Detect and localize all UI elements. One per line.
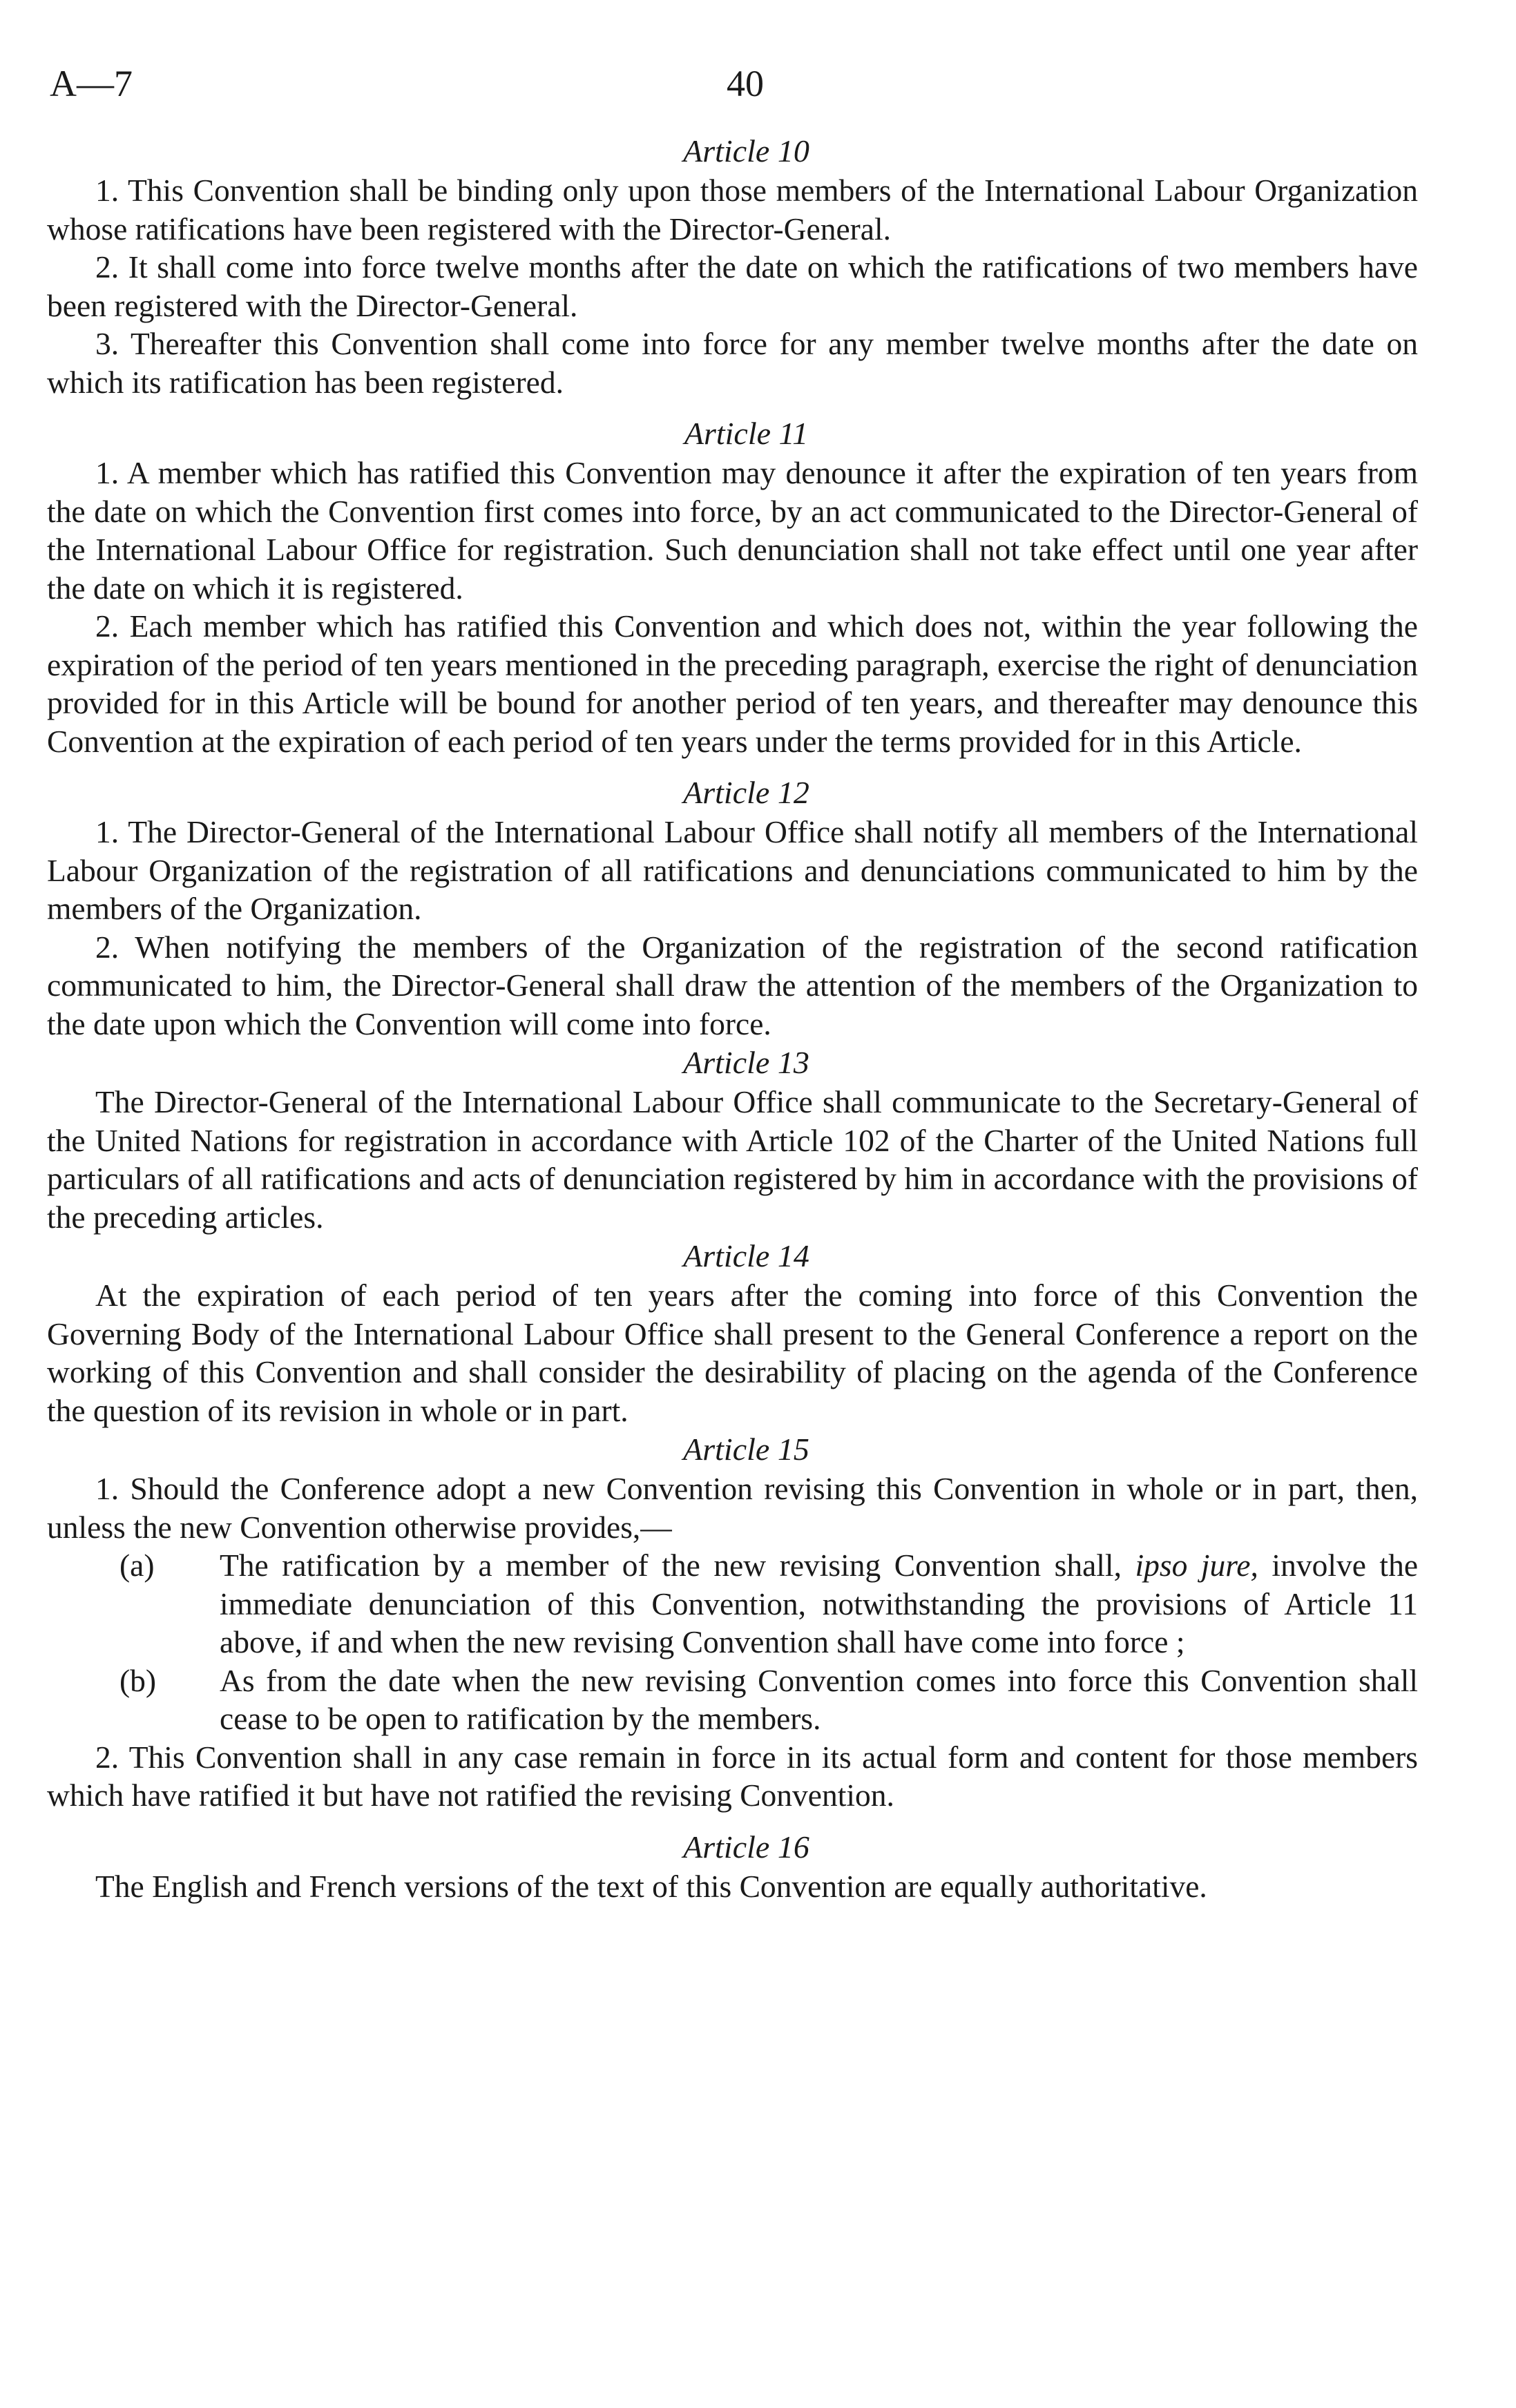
article-13 xyxy=(47,1043,1418,1236)
article-14 xyxy=(47,1236,1418,1429)
paragraph: The English and French versions of the text of this Convention are equally authoritative. xyxy=(95,1868,1207,1904)
sub-item-text: As from the date when the new revising Convention comes into force this Convention shall cease to be open to ratification by the members. xyxy=(220,1662,1418,1736)
article-heading: Article 12 xyxy=(683,775,809,810)
sub-item-a xyxy=(47,1546,1418,1661)
article-10 xyxy=(47,131,1418,401)
paragraph: 2. Each member which has ratified this Convention and which does not, within the year following the expiration of the period of ten years mentioned in the preceding paragraph, exercise the right of denunciation provided for in this Article will be bound for another period of ten years, and thereafter may denounce this Convention at the expiration of each period of ten years under the terms provided for in this Article. xyxy=(47,608,1418,759)
paragraph: 1. The Director-General of the International Labour Office shall notify all members of the International Labour Organization of the registration of all ratifications and denunciations communicated to him by the members of the Organization. xyxy=(47,814,1418,926)
paragraph: At the expiration of each period of ten years after the coming into force of this Convention the Governing Body of the International Labour Office shall present to the General Conference a report on the working of this Convention and shall consider the desirability of placing on the agenda of the Conference the question of its revision in whole or in part. xyxy=(47,1278,1418,1428)
article-heading: Article 10 xyxy=(683,133,809,168)
page-header xyxy=(50,59,1431,108)
paragraph: 2. When notifying the members of the Organization of the registration of the second ratification communicated to him, the Director-General shall draw the attention of the members of the Organization to the date upon which the Convention will come into force. xyxy=(47,929,1418,1041)
paragraph: 2. It shall come into force twelve months after the date on which the ratifications of two members have been registered with the Director-General. xyxy=(47,249,1418,323)
latin-term: ipso jure, xyxy=(1135,1548,1258,1583)
sub-item-text: The ratification by a member of the new revising Convention shall, xyxy=(220,1548,1122,1583)
article-heading: Article 14 xyxy=(683,1238,809,1273)
page-number: 40 xyxy=(727,63,764,104)
sub-item-text: involve the immediate denunciation of this Convention, notwithstanding the provisions of Article 11 above, if and when the new revising Convention shall have come into force ; xyxy=(220,1548,1419,1659)
article-heading: Article 16 xyxy=(683,1829,809,1865)
paragraph: 1. This Convention shall be binding only upon those members of the International Labour Organization whose ratifications have been registered with the Director-General. xyxy=(47,173,1418,247)
paragraph: 3. Thereafter this Convention shall come into force for any member twelve months after the date on which its ratification has been registered. xyxy=(47,326,1418,400)
sub-item-label: (b) xyxy=(119,1662,157,1698)
article-11 xyxy=(47,414,1418,760)
sub-item-label: (a) xyxy=(119,1548,155,1583)
article-heading: Article 15 xyxy=(683,1432,809,1467)
document-body xyxy=(47,131,1418,1905)
paragraph: The Director-General of the International Labour Office shall communicate to the Secretary-General of the United Nations for registration in accordance with Article 102 of the Charter of the United Nations full particulars of all ratifications and acts of denunciation registered by him in accordance with the provisions of the preceding articles. xyxy=(47,1084,1418,1235)
article-12 xyxy=(47,773,1418,1043)
article-16 xyxy=(47,1827,1418,1906)
sub-item-b xyxy=(47,1661,1418,1738)
article-15 xyxy=(47,1429,1418,1815)
document-code: A—7 xyxy=(50,63,133,104)
paragraph: 1. A member which has ratified this Convention may denounce it after the expiration of ten years from the date on which the Convention first comes into force, by an act communicated to the Director-General of the International Labour Office for registration. Such denunciation shall not take effect until one year after the date on which it is registered. xyxy=(47,455,1418,606)
article-heading: Article 13 xyxy=(683,1045,809,1080)
paragraph: 2. This Convention shall in any case remain in force in its actual form and content for those members which have ratified it but have not ratified the revising Convention. xyxy=(47,1739,1418,1813)
paragraph: 1. Should the Conference adopt a new Convention revising this Convention in whole or in part, then, unless the new Convention otherwise provides,— xyxy=(47,1471,1418,1545)
article-heading: Article 11 xyxy=(684,416,809,451)
